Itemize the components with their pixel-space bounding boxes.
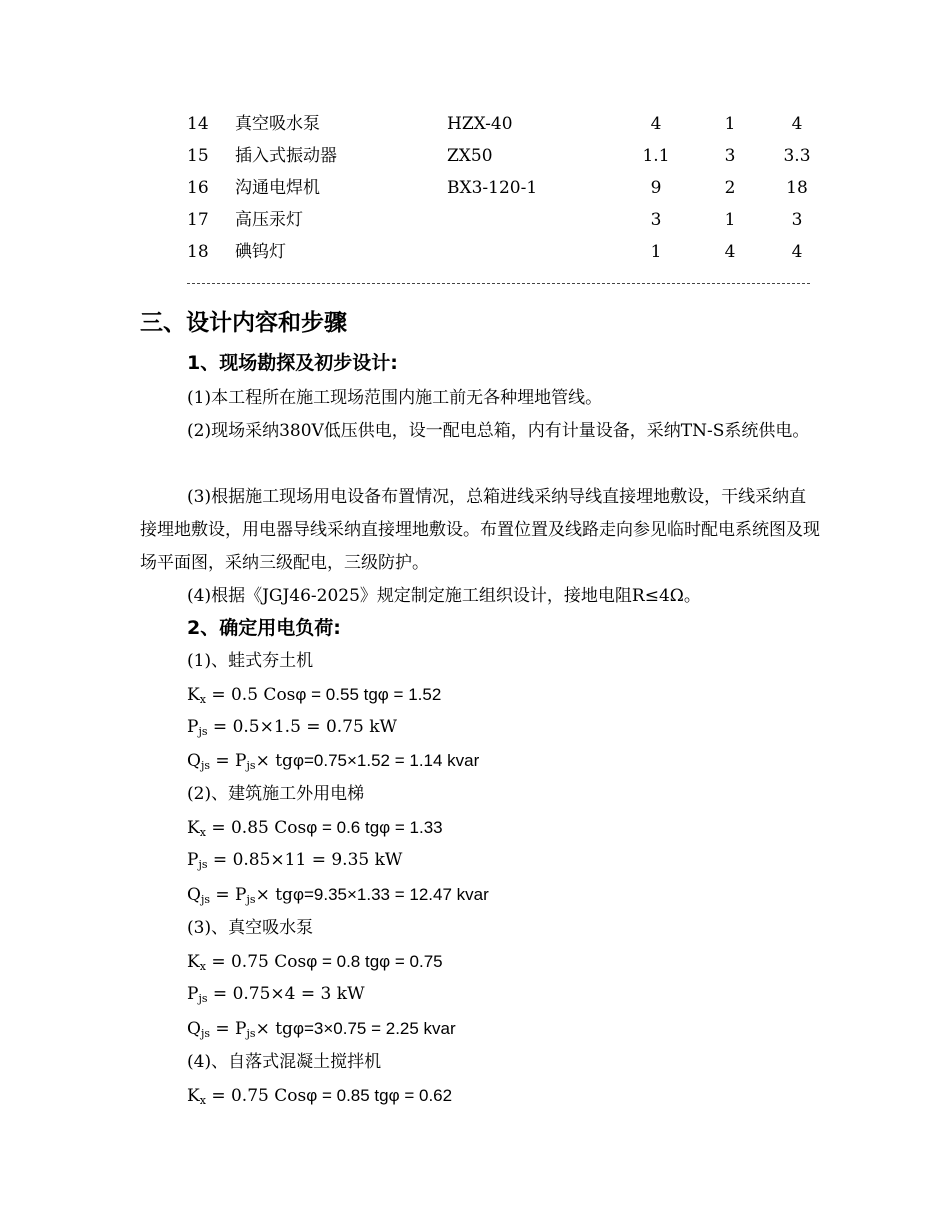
row-name: 碘钨灯	[235, 242, 286, 262]
row-qty: 1	[724, 210, 736, 230]
load-qjs-line: $Q_{js} = P_{js}\times tg\varphi=3\times 0.75 = 2.25$ kvar	[187, 1019, 456, 1040]
row-total: 3	[791, 210, 803, 230]
paragraph-4: (4)根据《JGJ46-2025》规定制定施工组织设计，接地电阻R≤4Ω。	[187, 586, 701, 606]
kx-value: 0.5	[230, 685, 259, 705]
row-total: 18	[786, 178, 808, 198]
row-power: 3	[650, 210, 662, 230]
load-kx-line: $K_x = 0.75$ Cosφ = 0.8 tgφ = 0.75	[187, 952, 443, 973]
subsection-title-2: 2、确定用电负荷:	[187, 617, 341, 639]
table-divider	[187, 283, 810, 284]
load-label: (1)、蛙式夯土机	[187, 651, 314, 671]
load-pjs-line: $P_{js} = 0.85\times 11 = 9.35$ kW	[187, 850, 403, 871]
cos-tg-value: = 0.8 tgφ = 0.75	[321, 952, 443, 971]
section-title: 三、设计内容和步骤	[140, 310, 347, 336]
row-name: 插入式振动器	[235, 146, 337, 166]
row-qty: 1	[724, 114, 736, 134]
row-qty: 4	[724, 242, 736, 262]
load-qjs-line: $Q_{js} = P_{js}\times tg\varphi=0.75\times 1.52 = 1.14$ kvar	[187, 751, 480, 772]
qjs-value: =9.35×1.33 = 12.47 kvar	[303, 885, 489, 904]
row-power: 1.1	[642, 146, 670, 166]
row-name: 真空吸水泵	[235, 114, 320, 134]
load-label: (4)、自落式混凝土搅拌机	[187, 1052, 382, 1072]
paragraph-2: (2)现场采纳380V低压供电，设一配电总箱，内有计量设备，采纳TN-S系统供电。	[187, 421, 810, 441]
pjs-value: 0.5×1.5 = 0.75 kW	[232, 717, 397, 737]
row-no: 18	[187, 242, 209, 262]
row-model: HZX-40	[447, 114, 513, 134]
paragraph-1: (1)本工程所在施工现场范围内施工前无各种埋地管线。	[187, 388, 603, 408]
table-row	[0, 236, 950, 268]
load-kx-line: $K_x = 0.75$ Cosφ = 0.85 tgφ = 0.62	[187, 1086, 453, 1107]
qjs-value: =3×0.75 = 2.25 kvar	[303, 1019, 456, 1038]
row-model: BX3-120-1	[447, 178, 538, 198]
table-row	[0, 172, 950, 204]
kx-value: 0.75	[230, 952, 269, 972]
row-total: 4	[791, 114, 803, 134]
cos-tg-value: = 0.85 tgφ = 0.62	[321, 1086, 453, 1105]
row-no: 16	[187, 178, 209, 198]
row-power: 1	[650, 242, 662, 262]
row-total: 4	[791, 242, 803, 262]
row-total: 3.3	[783, 146, 811, 166]
load-pjs-line: $P_{js} = 0.75\times 4 = 3$ kW	[187, 984, 365, 1005]
row-power: 9	[650, 178, 662, 198]
row-qty: 3	[724, 146, 736, 166]
qjs-value: =0.75×1.52 = 1.14 kvar	[303, 751, 480, 770]
load-label: (3)、真空吸水泵	[187, 918, 314, 938]
row-name: 沟通电焊机	[235, 178, 320, 198]
load-label: (2)、建筑施工外用电梯	[187, 784, 365, 804]
pjs-value: 0.75×4 = 3 kW	[232, 984, 365, 1004]
load-qjs-line: $Q_{js} = P_{js}\times tg\varphi=9.35\times 1.33 = 12.47$ kvar	[187, 885, 489, 906]
load-kx-line: $K_x = 0.85$ Cosφ = 0.6 tgφ = 1.33	[187, 818, 443, 839]
row-name: 高压汞灯	[235, 210, 303, 230]
table-row	[0, 204, 950, 236]
subsection-title-1: 1、现场勘探及初步设计:	[187, 352, 398, 374]
row-no: 15	[187, 146, 209, 166]
cos-tg-value: = 0.55 tgφ = 1.52	[311, 685, 442, 704]
load-kx-line: $K_x = 0.5$ Cosφ = 0.55 tgφ = 1.52	[187, 685, 442, 706]
kx-value: 0.85	[230, 818, 269, 838]
row-no: 17	[187, 210, 209, 230]
pjs-value: 0.85×11 = 9.35 kW	[232, 850, 403, 870]
kx-value: 0.75	[230, 1086, 269, 1106]
cos-tg-value: = 0.6 tgφ = 1.33	[321, 818, 443, 837]
load-pjs-line: $P_{js} = 0.5\times 1.5 = 0.75$ kW	[187, 717, 397, 738]
table-row	[0, 140, 950, 172]
row-qty: 2	[724, 178, 736, 198]
table-row	[0, 108, 950, 140]
row-no: 14	[187, 114, 209, 134]
paragraph-3: (3)根据施工现场用电设备布置情况，总箱进线采纳导线直接埋地敷设，干线采纳直接埋地敷设，用电器导线采纳直接埋地敷设。布置位置及线路走向参见临时配电系统图及现场平面图，采纳三级配电，三级防护。	[140, 487, 820, 573]
row-power: 4	[650, 114, 662, 134]
row-model: ZX50	[447, 146, 493, 166]
